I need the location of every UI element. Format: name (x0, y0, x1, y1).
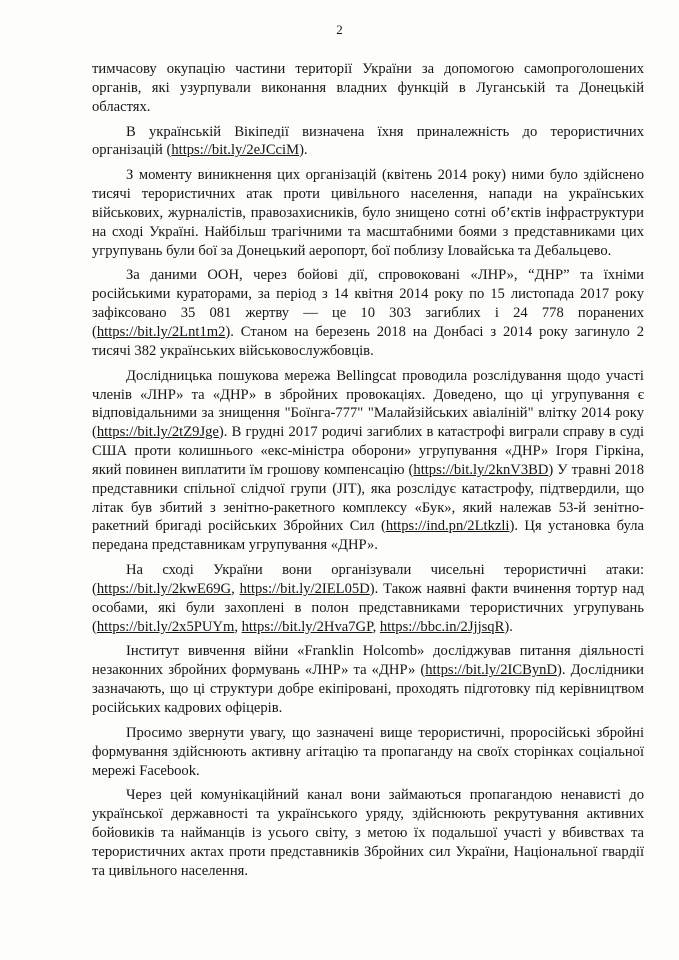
paragraph (92, 786, 644, 880)
paragraph (92, 367, 644, 555)
paragraph-text: З моменту виникнення цих організацій (квітень 2014 року) ними було здійснено тисячі терористичних атак проти цивільного населення, напади на українських військових, журналістів, правозахисників, було знищено сотні об’єктів інфраструктури на сході Україні. Найбільш трагічними та масштабними боями з представниками цих угрупувань були бої за Донецький аеропорт, бої поблизу Іловайська та Дебальцево. (92, 167, 644, 259)
paragraph (92, 123, 644, 161)
url-link[interactable]: https://bit.ly/2Hva7GP (241, 618, 373, 635)
url-link[interactable]: https://bit.ly/2tZ9Jge (96, 424, 219, 441)
paragraph (92, 60, 644, 117)
paragraph-text: ). Ця установка була передана представникам угрупування «ДНР». (92, 518, 644, 554)
paragraph-text: тимчасову окупацію частини території України за допомогою самопроголошених органів, які узурпували виконання владних функцій в Луганській та Донецькій областях. (92, 61, 644, 115)
paragraph (92, 724, 644, 781)
url-link[interactable]: https://ind.pn/2Ltkzli (385, 518, 510, 535)
paragraph (92, 266, 644, 360)
paragraph-text: ). Дослідники зазначають, що ці структури добре екіпіровані, проходять підготовку під керівництвом російських кадрових офіцерів. (92, 662, 644, 716)
paragraph-text: Інститут вивчення війни «Franklin Holcomb» досліджував питання діяльності незаконних збройних формувань «ЛНР» та «ДНР» ( (92, 643, 644, 679)
url-link[interactable]: https://bbc.in/2JjjsqR (379, 618, 505, 635)
paragraph (92, 166, 644, 260)
paragraph-text: Через цей комунікаційний канал вони займаються пропагандою ненависті до української державності та українського уряду, здійснюють рекрутування активних бойовиків та найманців із усього світу, з метою їх подальшої участі у вбивствах та терористичних актах проти представників Збройних сил України, Національної гвардії та цивільного населення. (92, 787, 644, 879)
paragraph-text: ). Також наявні факти вчинення тортур над особами, які були захоплені в полон представниками терористичних угрупувань ( (92, 580, 644, 635)
page-number: 2 (336, 22, 343, 37)
paragraph-text: На сході України вони організували чисельні терористичні атаки: ( (92, 562, 644, 597)
paragraph-text: В українській Вікіпедії визначена їхня приналежність до терористичних організацій ( (92, 123, 644, 159)
document-body (92, 60, 644, 881)
url-link[interactable]: https://bit.ly/2x5PUYm (96, 618, 235, 635)
paragraph-text: Просимо звернути увагу, що зазначені вище терористичні, проросійські збройні формування здійснюють активну агітацію та пропаганду на своїх сторінках соціальної мережі Facebook. (92, 724, 644, 779)
paragraph-text: ). (299, 142, 308, 159)
url-link[interactable]: https://bit.ly/2kwE69G (96, 580, 232, 597)
paragraph-text: За даними ООН, через бойові дії, спровоковані «ЛНР», “ДНР” та їхніми російськими кураторами, за період з 14 квітня 2014 року по 15 листопада 2017 року зафіксовано 35 081 жертву — це 10 303 загиблих і 24 778 поранених ( (92, 267, 644, 340)
paragraph-text: ) У травні 2018 представники спільної слідчої групи (JIT), яка розслідує катастрофу, підтвердили, що літак був збитий з зенітно-ракетного комплексу «Бук», який належав 53-й зенітно-ракетний бригаді російських Збройних Сил ( (92, 461, 644, 535)
paragraph-text: Дослідницька пошукова мережа Bellingcat проводила розслідування щодо участі членів «ЛНР» та «ДНР» в збройних провокаціях. Доведено, що ці угрупування є відповідальними за знищення "Боїнга-777" "Малайзійських авіаліній" влітку 2014 року ( (92, 367, 644, 441)
paragraph-text: , (234, 618, 242, 635)
paragraph-text: ). В грудні 2017 родичі загиблих в катастрофі виграли справу в суді США проти колишнього «екс-міністра оборони» угрупування «ДНР» Ігоря Гіркіна, який повинен виплатити їм грошову компенсацію ( (92, 424, 644, 478)
paragraph-text: ). (504, 618, 513, 635)
url-link[interactable]: https://bit.ly/2IEL05D (239, 580, 370, 597)
paragraph-text: , (372, 618, 380, 635)
paragraph-text: ). Станом на березень 2018 на Донбасі з 2014 року загинуло 2 тисячі 382 українських військовослужбовців. (92, 323, 644, 359)
paragraph-text: , (231, 580, 240, 597)
url-link[interactable]: https://bit.ly/2eJCciM (171, 142, 300, 159)
paragraph (92, 561, 644, 636)
url-link[interactable]: https://bit.ly/2ICBynD (425, 662, 557, 679)
paragraph (92, 642, 644, 717)
url-link[interactable]: https://bit.ly/2knV3BD (413, 461, 549, 478)
url-link[interactable]: https://bit.ly/2Lnt1m2 (96, 323, 226, 340)
